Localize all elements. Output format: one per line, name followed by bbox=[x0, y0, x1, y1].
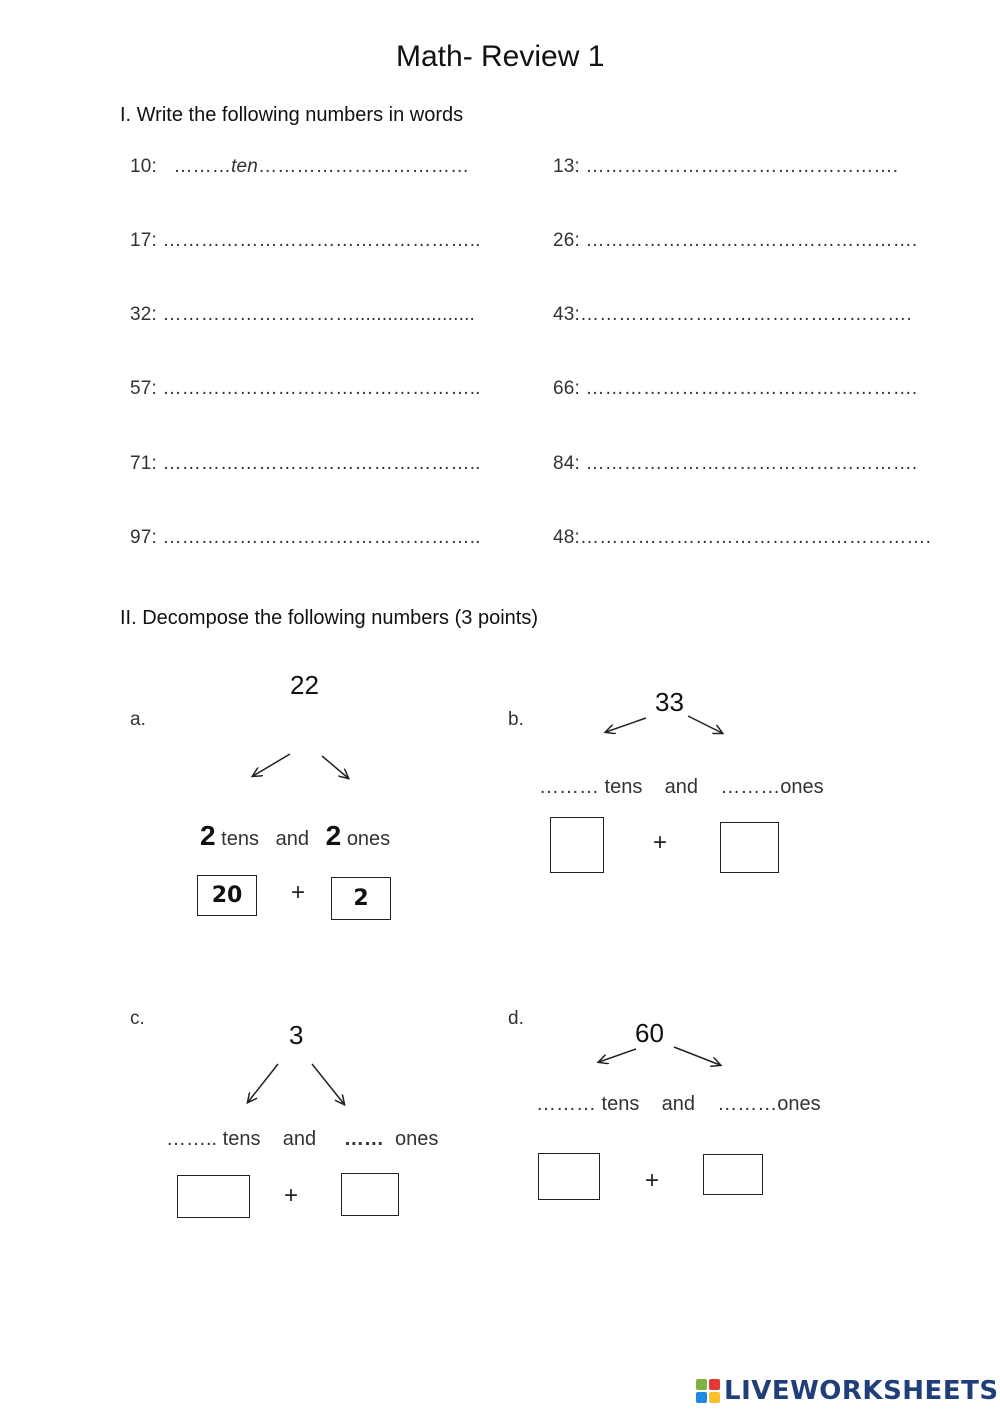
part-a-tens-box: 20 bbox=[197, 875, 257, 916]
part-c-number: 3 bbox=[289, 1020, 304, 1050]
part-c-plus: + bbox=[284, 1182, 299, 1209]
answer-line[interactable]: ………………………………………….. bbox=[162, 453, 481, 474]
part-c-tens-ones bbox=[166, 1128, 438, 1151]
part-a-plus: + bbox=[291, 879, 306, 906]
ones-blank[interactable]: ………ones bbox=[717, 1093, 821, 1115]
and-word: and bbox=[661, 1093, 695, 1115]
and-word: and bbox=[275, 828, 309, 850]
part-b-label: b. bbox=[508, 709, 524, 730]
part-d-number: 60 bbox=[635, 1018, 664, 1048]
answer-line[interactable]: ………………………………………….. bbox=[162, 230, 481, 251]
part-b-tens-ones bbox=[539, 776, 824, 799]
part-a-ones-box: 2 bbox=[331, 877, 391, 920]
answer-line[interactable]: ……………………………………………. bbox=[580, 304, 912, 325]
number-label: 13: bbox=[553, 156, 581, 177]
logo-mark-icon bbox=[696, 1379, 720, 1403]
dots: ……… bbox=[173, 156, 232, 177]
number-label: 66: bbox=[553, 378, 581, 399]
number-label: 32: bbox=[130, 304, 158, 325]
tens-word: tens bbox=[221, 828, 259, 850]
tens-blank[interactable]: …….. tens bbox=[166, 1128, 261, 1150]
part-d-plus: + bbox=[645, 1167, 660, 1194]
part-d-ones-box[interactable] bbox=[703, 1154, 763, 1195]
answer-line[interactable]: ………………………………………….. bbox=[162, 527, 481, 548]
answer-line[interactable]: ……………………………………………. bbox=[585, 378, 918, 399]
ones-digit: 2 bbox=[325, 820, 342, 851]
number-label: 10: bbox=[130, 156, 158, 177]
part-c-ones-box[interactable] bbox=[341, 1173, 399, 1216]
arrow-left-b bbox=[606, 718, 646, 732]
and-word: and bbox=[282, 1128, 317, 1150]
arrow-right-c bbox=[312, 1064, 344, 1104]
answer-ten: ten bbox=[231, 156, 259, 177]
part-a-number: 22 bbox=[290, 670, 319, 700]
tens-blank[interactable]: ……… tens bbox=[536, 1093, 640, 1115]
number-label: 71: bbox=[130, 453, 158, 474]
tens-blank[interactable]: ……… tens bbox=[539, 776, 643, 798]
part-d-tens-ones bbox=[536, 1093, 821, 1116]
answer-line[interactable]: …………………………...................... bbox=[162, 304, 476, 325]
arrow-left-a bbox=[253, 754, 290, 776]
number-label: 48: bbox=[553, 527, 581, 548]
section-1-heading: I. Write the following numbers in words bbox=[120, 104, 464, 126]
ones-word: ones bbox=[346, 828, 391, 850]
number-label: 97: bbox=[130, 527, 158, 548]
part-b-tens-box[interactable] bbox=[550, 817, 604, 873]
number-label: 26: bbox=[553, 230, 581, 251]
part-a-label: a. bbox=[130, 709, 146, 730]
number-label: 43: bbox=[553, 304, 581, 325]
part-c-tens-box[interactable] bbox=[177, 1175, 250, 1218]
arrow-left-c bbox=[248, 1064, 278, 1102]
part-c-label: c. bbox=[130, 1008, 145, 1029]
part-b-plus: + bbox=[653, 829, 668, 856]
arrow-right-d bbox=[674, 1047, 720, 1065]
number-label: 17: bbox=[130, 230, 158, 251]
answer-line[interactable]: ……………………………………………. bbox=[585, 453, 918, 474]
arrow-left-d bbox=[599, 1049, 636, 1062]
ones-word: ones bbox=[395, 1128, 439, 1150]
answer-line[interactable]: ………………………………………….. bbox=[162, 378, 481, 399]
number-label: 84: bbox=[553, 453, 581, 474]
part-d-tens-box[interactable] bbox=[538, 1153, 600, 1200]
ones-blank[interactable]: …… bbox=[343, 1128, 384, 1150]
ones-blank[interactable]: ………ones bbox=[720, 776, 824, 798]
liveworksheets-logo bbox=[696, 1376, 999, 1406]
arrow-right-b bbox=[688, 716, 722, 733]
arrow-right-a bbox=[322, 756, 348, 778]
dots: …………………………… bbox=[258, 156, 470, 177]
part-a-tens-ones bbox=[200, 820, 390, 852]
tens-digit: 2 bbox=[200, 820, 216, 851]
number-label: 57: bbox=[130, 378, 158, 399]
logo-text: LIVEWORKSHEETS bbox=[724, 1376, 999, 1406]
answer-line[interactable]: …………………………………………. bbox=[585, 156, 899, 177]
answer-line[interactable]: ………………………………………………. bbox=[580, 527, 932, 548]
and-word: and bbox=[664, 776, 698, 798]
section-2-heading: II. Decompose the following numbers (3 points) bbox=[120, 607, 538, 629]
part-d-label: d. bbox=[508, 1008, 524, 1029]
part-b-number: 33 bbox=[655, 687, 684, 717]
page-title: Math- Review 1 bbox=[396, 40, 605, 73]
answer-line[interactable]: ……………………………………………. bbox=[585, 230, 918, 251]
part-b-ones-box[interactable] bbox=[720, 822, 779, 873]
